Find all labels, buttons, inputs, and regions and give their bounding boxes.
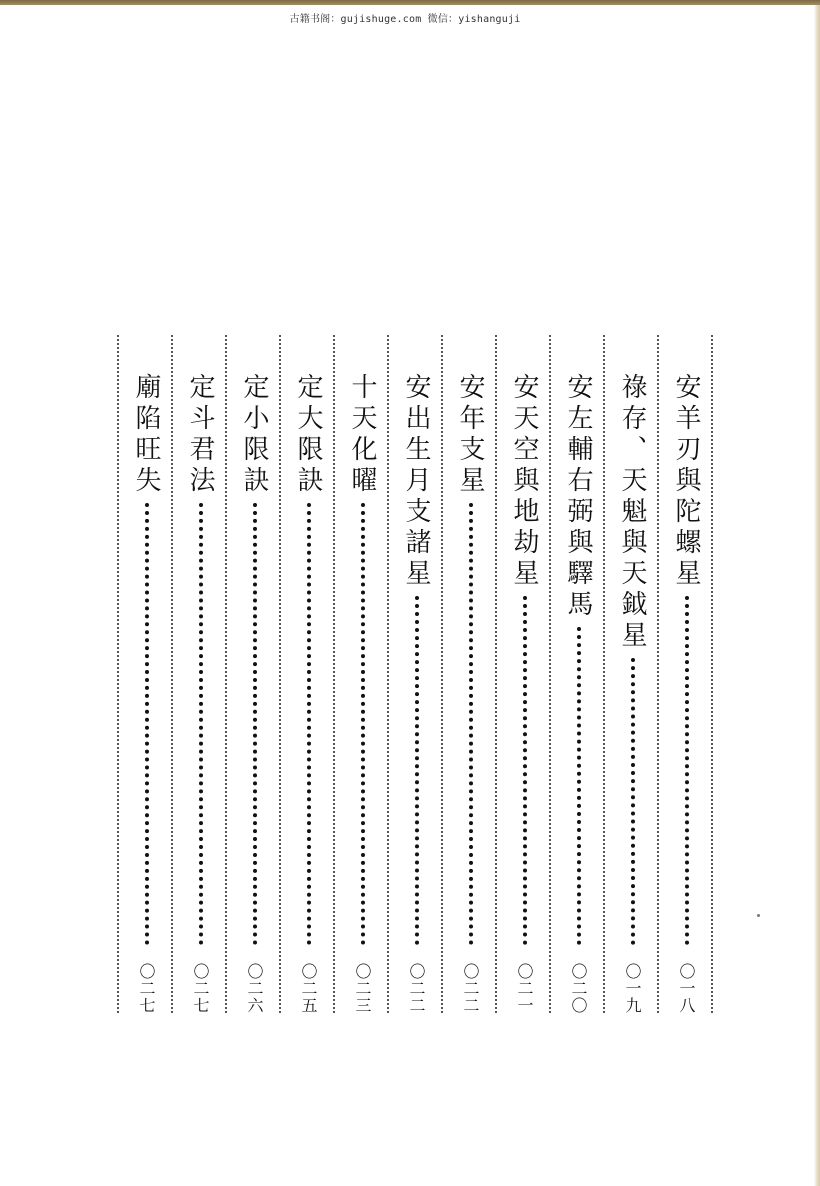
- toc-entry-page: 〇一九: [623, 963, 642, 1014]
- toc-entry-title: 定斗君法: [185, 373, 215, 497]
- dot-leader: [307, 503, 311, 945]
- toc-entry[interactable]: [227, 373, 281, 1014]
- toc-entry-title: 安左輔右弼與驛馬: [563, 373, 593, 621]
- toc-entry-page: 〇二六: [245, 963, 264, 1014]
- toc-entry[interactable]: [443, 373, 497, 1014]
- toc-entry[interactable]: [605, 373, 659, 1014]
- toc-entry[interactable]: [659, 373, 713, 1014]
- toc-entry-page: 〇二一: [515, 963, 534, 1014]
- dot-leader: [577, 627, 581, 945]
- toc-entry-title: 安出生月支諸星: [401, 373, 431, 590]
- toc-entry-title: 安羊刃與陀螺星: [671, 373, 701, 590]
- toc-entry-title: 十天化曜: [347, 373, 377, 497]
- toc-entry-page: 〇二二: [407, 963, 426, 1014]
- toc-entry[interactable]: [173, 373, 227, 1014]
- watermark: 古籍书阁：gujishuge.com 微信：yishanguji: [289, 14, 521, 25]
- toc-entry-page: 〇一八: [677, 963, 696, 1014]
- toc-entry[interactable]: [389, 373, 443, 1014]
- toc-entry-page: 〇二七: [191, 963, 210, 1014]
- dot-leader: [415, 596, 419, 945]
- dot-leader: [361, 503, 365, 945]
- dot-leader: [145, 503, 149, 945]
- dot-leader: [469, 503, 473, 945]
- toc-entry-page: 〇二七: [137, 963, 156, 1014]
- paper-speck: [757, 914, 760, 917]
- toc-entry-title: 安天空與地劫星: [509, 373, 539, 590]
- toc-entry-title: 廟陷旺失: [131, 373, 161, 497]
- toc-entry[interactable]: [119, 373, 173, 1014]
- dot-leader: [631, 658, 635, 945]
- toc-entry-page: 〇二二: [461, 963, 480, 1014]
- top-border: [0, 0, 820, 5]
- toc-entry[interactable]: [335, 373, 389, 1014]
- toc-entry[interactable]: [551, 373, 605, 1014]
- toc-entry-title: 安年支星: [455, 373, 485, 497]
- toc-entry-title: 定大限訣: [293, 373, 323, 497]
- toc-entry[interactable]: [281, 373, 335, 1014]
- toc-entry-page: 〇二三: [353, 963, 372, 1014]
- table-of-contents: [117, 335, 713, 1015]
- toc-entry-page: 〇二五: [299, 963, 318, 1014]
- dot-leader: [253, 503, 257, 945]
- toc-entry[interactable]: [497, 373, 551, 1014]
- dot-leader: [523, 596, 527, 945]
- dot-leader: [685, 596, 689, 945]
- toc-entry-title: 祿存、天魁與天鉞星: [617, 373, 647, 652]
- toc-entry-title: 定小限訣: [239, 373, 269, 497]
- dot-leader: [199, 503, 203, 945]
- toc-entry-page: 〇二〇: [569, 963, 588, 1014]
- page-edge-shadow: [814, 5, 820, 1186]
